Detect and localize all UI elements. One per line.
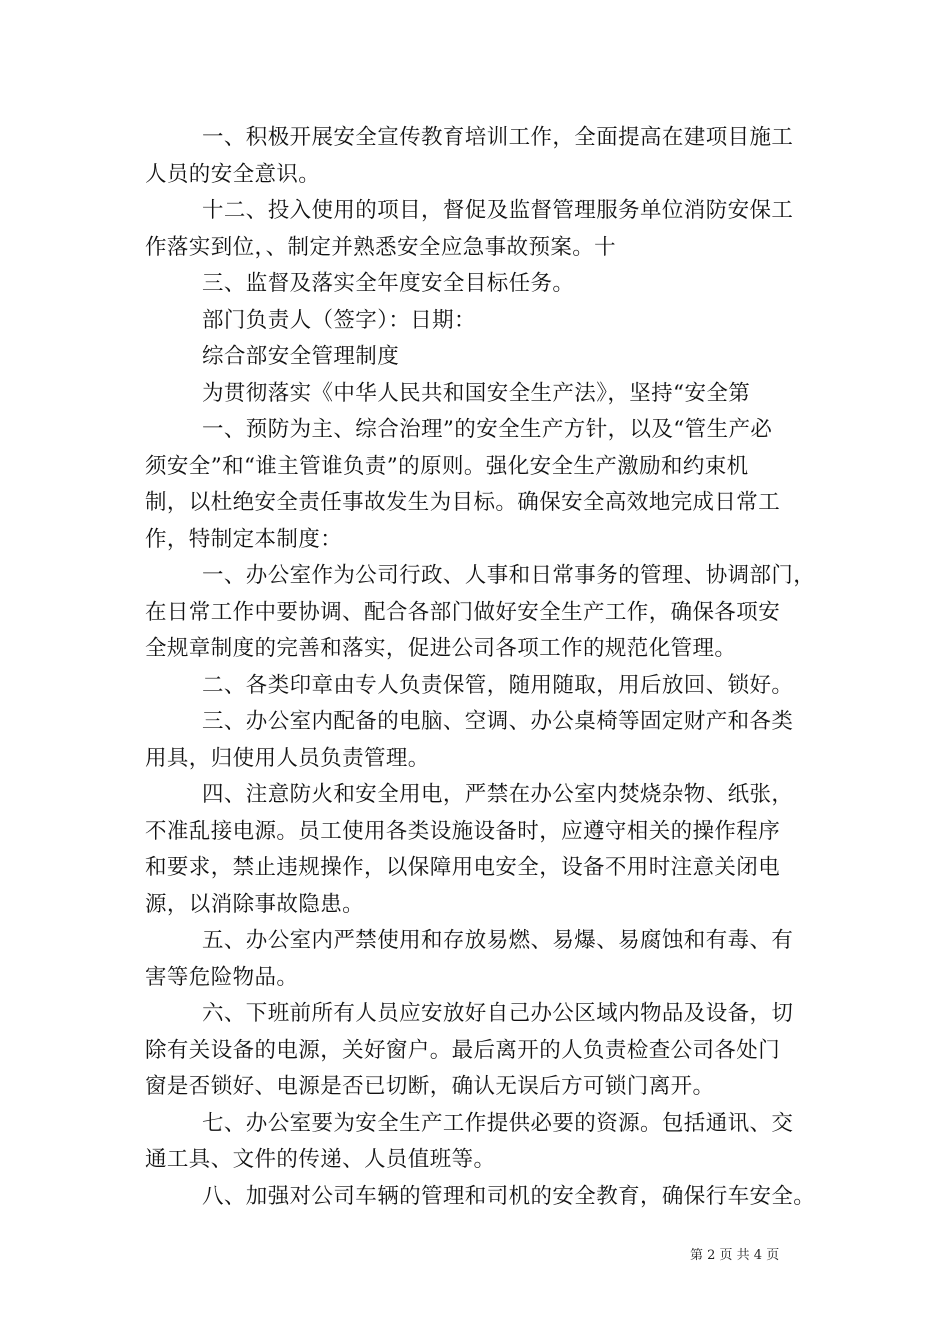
paragraph-line: 不准乱接电源。员工使用各类设施设备时，应遵守相关的操作程序 — [145, 818, 781, 844]
paragraph-line: 在日常工作中要协调、配合各部门做好安全生产工作，确保各项安 — [145, 599, 781, 625]
paragraph-line: 一、预防为主、综合治理”的安全生产方针，以及“管生产必 — [202, 417, 773, 442]
paragraph-line: 一、积极开展安全宣传教育培训工作，全面提高在建项目施工 — [202, 125, 794, 150]
paragraph-line: 十二、投入使用的项目，督促及监督管理服务单位消防安保工 — [202, 198, 794, 223]
paragraph-line: 源，以消除事故隐患。 — [145, 891, 365, 917]
paragraph-line: 除有关设备的电源，关好窗户。最后离开的人负责检查公司各处门 — [145, 1037, 781, 1063]
paragraph-line: 六、下班前所有人员应安放好自己办公区域内物品及设备，切 — [202, 1001, 794, 1026]
paragraph-line: 八、加强对公司车辆的管理和司机的安全教育，确保行车安全。 — [202, 1183, 816, 1209]
paragraph-line: 为贯彻落实《中华人民共和国安全生产法》，坚持“安全第 — [202, 380, 751, 406]
paragraph-line: 四、注意防火和安全用电，严禁在办公室内焚烧杂物、纸张， — [202, 782, 794, 807]
paragraph-line: 作，特制定本制度： — [145, 526, 343, 552]
paragraph-line: 部门负责人（签字）：日期： — [202, 307, 476, 333]
paragraph-line: 五、办公室内严禁使用和存放易燃、易爆、易腐蚀和有毒、有 — [202, 928, 794, 953]
paragraph-line: 人员的安全意识。 — [145, 161, 321, 187]
paragraph-line: 制，以杜绝安全责任事故发生为目标。确保安全高效地完成日常工 — [145, 490, 781, 515]
paragraph-line: 三、监督及落实全年度安全目标任务。 — [202, 271, 575, 296]
paragraph-line: 和要求，禁止违规操作，以保障用电安全，设备不用时注意关闭电 — [145, 855, 781, 880]
paragraph-line: 窗是否锁好、电源是否已切断，确认无误后方可锁门离开。 — [145, 1074, 715, 1099]
page-number: 第 2 页 共 4 页 — [690, 1248, 780, 1263]
paragraph-line: 须安全”和“谁主管谁负责”的原则。强化安全生产激励和约束机 — [145, 453, 749, 479]
paragraph-line: 通工具、文件的传递、人员值班等。 — [145, 1147, 496, 1172]
paragraph-line: 三、办公室内配备的电脑、空调、办公桌椅等固定财产和各类 — [202, 709, 794, 734]
paragraph-line: 一、办公室作为公司行政、人事和日常事务的管理、协调部门， — [202, 563, 816, 588]
paragraph-line: 全规章制度的完善和落实，促进公司各项工作的规范化管理。 — [145, 636, 737, 661]
paragraph-line: 害等危险物品。 — [145, 964, 299, 990]
paragraph-line: 作落实到位，、制定并熟悉安全应急事故预案。十 — [145, 234, 617, 260]
paragraph-line: 综合部安全管理制度 — [202, 344, 400, 369]
paragraph-line: 二、各类印章由专人负责保管，随用随取，用后放回、锁好。 — [202, 672, 794, 698]
paragraph-line: 用具，归使用人员负责管理。 — [145, 745, 430, 771]
paragraph-line: 七、办公室要为安全生产工作提供必要的资源。包括通讯、交 — [202, 1110, 794, 1136]
